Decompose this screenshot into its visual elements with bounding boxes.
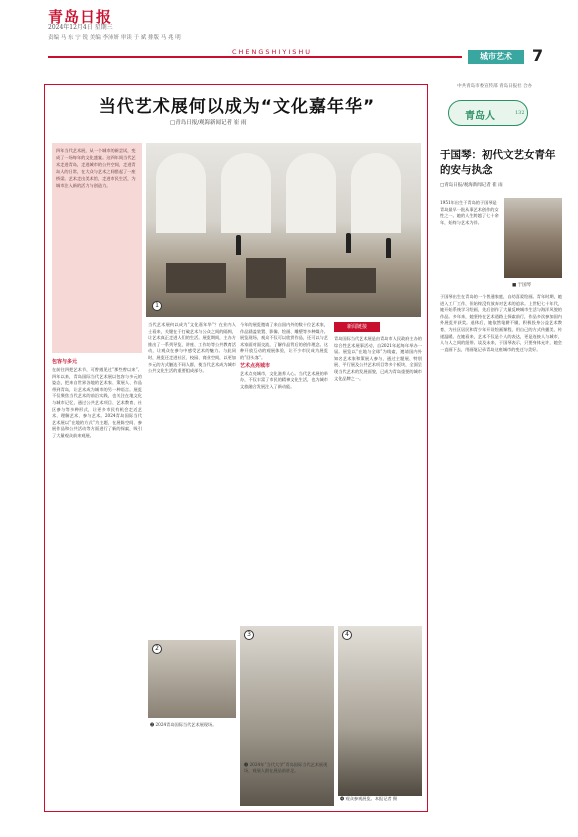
article-headline: 当代艺术展何以成为“文化嘉年华” (98, 97, 376, 117)
photo-sculpture (246, 258, 286, 298)
photo-person (346, 233, 351, 253)
photo-arch (221, 153, 271, 233)
side-byline: □青岛日报/观海新闻记者 崔 雨 (440, 183, 503, 188)
issue-date: 2024年12月4日 星期三 (48, 24, 113, 31)
photo-person (386, 238, 391, 258)
side-headline: 于国琴：初代文艺女青年的安与执念 (440, 149, 556, 176)
photo-sculpture (166, 263, 226, 293)
photo-number-badge: 4 (342, 630, 352, 640)
exhibition-photo-2 (148, 640, 236, 718)
column-text: 当代艺术展何以成为“文化嘉年华”？在业内人士看来，关键在于打破艺术与公众之间的隔阂，让艺术真正走进人们的生活。展览期间，主办方推出了一系列导览、讲座、工作坊等公共教育活动，让观众在参与中感受艺术的魅力。与此同时，展览还走进社区、校园、商业空间，以更加多元的方式触达不同人群，使当代艺术成为城市公共文化生活的重要组成部分。 (148, 322, 236, 374)
exhibition-photo-3 (240, 626, 334, 806)
masthead (0, 0, 578, 64)
lead-summary-box: 四年当代艺术展，从一个城市的新尝试，变成了一场每年的文化盛宴。这四年间当代艺术走进青岛，走进城市的公共空间，走进青岛人的日常，在大众与艺术之间搭起了一座桥梁。艺术走出美术馆，走进市民生活，为城市注入新的活力与创造力。 (52, 143, 142, 353)
photo-number-badge: 1 (152, 301, 162, 311)
article-column-2 (148, 322, 236, 632)
header-rule (48, 56, 462, 58)
article-column-1 (52, 358, 142, 803)
editors-line: 责编 马 东 宁 锐 美编 李沛妍 审读 于 斌 排版 马 兆 明 (48, 35, 181, 41)
photo-person (236, 235, 241, 255)
subhead: 艺术点亮城市 (240, 362, 271, 369)
logo-text: 青岛人 (465, 111, 495, 122)
portrait-caption: ■ 于国琴 (512, 283, 532, 288)
photo-arch (156, 153, 206, 233)
column-text: 青岛国际当代艺术展是由青岛市人民政府主办的综合性艺术展事活动，自2021年起每年举办一届。展览以“在地与全球”为线索，邀请国内外知名艺术家和策展人参与，通过主题展、特别展、平行展及公共艺术项目等多个板块，全面呈现当代艺术的发展面貌，已成为青岛重要的城市文化品牌之一。 (334, 336, 422, 381)
column-text: 在前往四把艺术节，可曾遇见过“那些曾以来”。四年以来，青岛国际当代艺术展以包容与多元的姿态，把来自世界各地的艺术家、策展人、作品带到青岛，让艺术成为城市的另一种语言。展览不仅聚焦当代艺术的前沿实践，也关注在地文化与城市记忆，通过公共艺术项目、艺术教育、社区参与等多种形式，让更多市民有机会走近艺术、理解艺术、参与艺术。2024青岛国际当代艺术展以“在地的方式”为主题，在展陈空间、参展作品和公共活动等方面进行了新的探索，吸引了大量观众前来观展。 (52, 367, 142, 438)
portrait-photo (504, 198, 562, 278)
news-link-tag: 新闻链接 (334, 322, 380, 332)
section-pinyin: CHENGSHIYISHU (232, 48, 313, 56)
newspaper-logo: 青岛日报 (48, 8, 113, 26)
photo-caption: ❹ 观众参观展览。本报记者 摄 (340, 796, 398, 801)
section-tag: 城市艺术 (468, 50, 524, 64)
photo-caption: ❷ 2024青岛国际当代艺术展现场。 (150, 722, 217, 727)
article-column-3 (240, 322, 328, 632)
column-text: 今年的展览邀请了来自国内外的数十位艺术家，作品涵盖装置、影像、绘画、雕塑等多种媒介。展览现场，观众不仅可以欣赏作品，还可以与艺术家面对面交流，了解作品背后的创作理念。这种开放互动的观展体验，让不少市民成为展览的“回头客”。 (240, 322, 328, 360)
article-byline: □青岛日报/观海新闻记者 崔 雨 (170, 120, 247, 126)
article-column-4 (334, 322, 422, 622)
column-text: 艺术点亮城市，文化滋养人心。当代艺术展的举办，不仅丰富了市民的精神文化生活，也为城市文旅融合发展注入了新动能。 (240, 370, 328, 389)
side-column-header (440, 84, 532, 132)
subhead: 包容与多元 (52, 359, 78, 365)
main-exhibition-photo (146, 143, 421, 317)
side-sponsor-text: 中共青岛市委宣传部 青岛日报社 合办 (457, 84, 532, 89)
photo-number-badge: 2 (152, 644, 162, 654)
photo-sculpture (306, 268, 376, 293)
side-intro-text: 1951年出生于青岛的于国琴是青岛最早一批从事艺术创作的女性之一。她的人生跨越了七十余年，始终与艺术为伴。 (440, 200, 499, 225)
exhibition-photo-4 (338, 626, 422, 796)
photo-caption: ❸ 2024年“当代大学”青岛国际当代艺术展现场，观展人群在展品前驻足。 (244, 762, 328, 774)
issue-number: 132 (515, 110, 525, 116)
side-body-text: 于国琴出生在青岛的一个普通家庭，自幼喜爱绘画。青年时期，她进入工厂工作，但始终没有放弃对艺术的追求。上世纪七十年代，她开始系统学习绘画，先后创作了大量反映城市生活与海洋风貌的作品。多年来，她坚持在艺术道路上探索前行，作品多次参加国内外展览并获奖。退休后，她依然笔耕不辍，积极投身公益艺术教育，为社区居民和青少年开设绘画课程，用自己的方式传播美、传递温暖。在她看来，艺术不仅是个人的表达，更是连接人与城市、人与人之间的纽带。谈及未来，于国琴表示，只要身体允许，她会一直画下去，用画笔记录青岛这座城市的变迁与美好。 (440, 294, 562, 352)
photo-arch (351, 153, 401, 233)
photo-number-badge: 3 (244, 630, 254, 640)
qingdao-people-logo (448, 100, 528, 126)
page-number: 7 (532, 46, 544, 65)
photo-arch (286, 153, 336, 233)
